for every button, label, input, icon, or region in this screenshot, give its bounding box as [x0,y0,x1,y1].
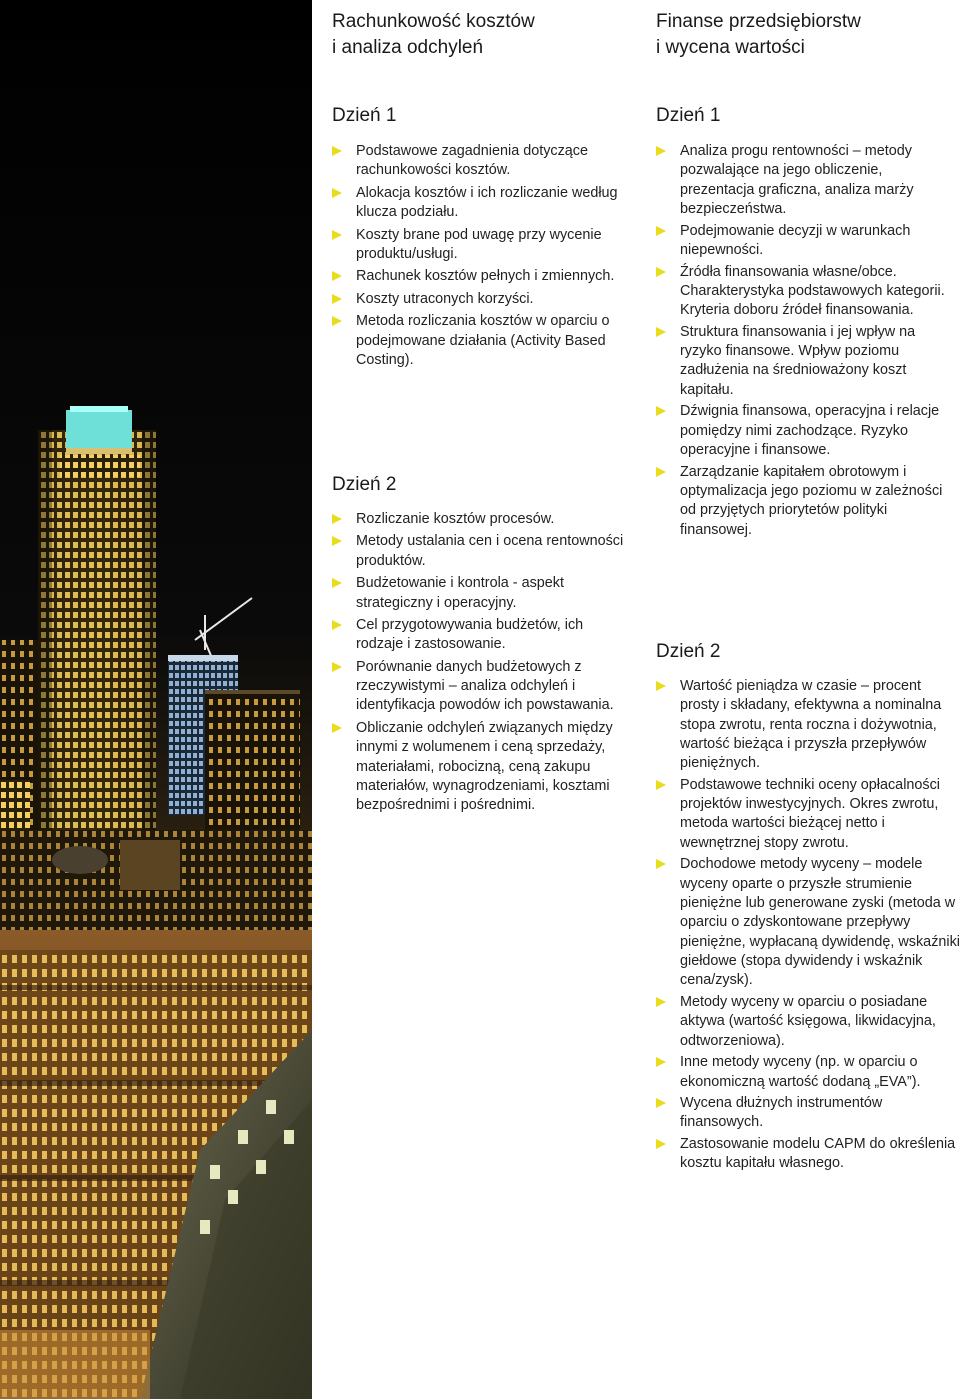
day-1-topic-list [332,142,632,373]
bullet-triangle-icon [656,997,666,1007]
day-2-topic-list [332,510,632,819]
day-1-heading: Dzień 1 [656,105,721,126]
topic-text: Wycena dłużnych instrumentów finansowych. [680,1095,883,1131]
topic-text: Metoda rozliczania kosztów w oparciu o podejmowane działania (Activity Based Costing). [356,313,610,368]
bullet-triangle-icon [332,514,342,524]
topic-item [656,993,960,1051]
day-2-topic-list [656,677,960,1176]
topic-item [656,1135,960,1174]
topic-text: Podejmowanie decyzji w warunkach niepewności. [680,222,911,258]
topic-item [656,142,960,219]
bullet-triangle-icon [656,146,666,156]
day-1-heading: Dzień 1 [332,105,397,126]
topic-item [332,226,632,265]
topic-text: Dźwignia finansowa, operacyjna i relacje pomiędzy nimi zachodzące. Ryzyko operacyjne i finansowe. [680,403,940,459]
bullet-triangle-icon [656,1098,666,1108]
topic-text: Cel przygotowywania budżetów, ich rodzaje i zastosowanie. [356,617,584,653]
topic-item [332,719,632,815]
topic-item [656,323,960,400]
topic-text: Metody wyceny w oparciu o posiadane aktywa (wartość księgowa, likwidacyjna, odtworzeniowa). [680,993,936,1049]
bullet-triangle-icon [332,230,342,240]
course-title-line: i analiza odchyleń [332,37,484,58]
skyline-illustration [0,0,312,1399]
topic-text: Budżetowanie i kontrola - aspekt strategiczny i operacyjny. [356,575,564,611]
bullet-triangle-icon [332,146,342,156]
topic-text: Inne metody wyceny (np. w oparciu o ekonomiczną wartość dodaną „EVA”). [680,1054,921,1090]
topic-item [656,463,960,540]
topic-text: Źródła finansowania własne/obce. Charakterystyka podstawowych kategorii. Kryteria doboru źródeł finansowania. [680,263,945,319]
topic-item [656,855,960,990]
topic-text: Struktura finansowania i jej wpływ na ryzyko finansowe. Wpływ poziomu zadłużenia na średnioważony koszt kapitału. [680,323,916,398]
bullet-triangle-icon [656,406,666,416]
topic-item [332,616,632,655]
bullet-triangle-icon [332,316,342,326]
bullet-triangle-icon [656,780,666,790]
bullet-triangle-icon [656,859,666,869]
topic-text: Podstawowe zagadnienia dotyczące rachunkowości kosztów. [356,143,588,179]
course-title [656,9,861,61]
course-title-line: Rachunkowość kosztów [332,11,535,32]
bullet-triangle-icon [332,662,342,672]
topic-text: Koszty brane pod uwagę przy wycenie produktu/usługi. [356,226,602,262]
topic-item [332,267,632,286]
day-2-heading: Dzień 2 [332,474,397,495]
bullet-triangle-icon [332,578,342,588]
day-2-heading: Dzień 2 [656,641,721,662]
topic-item [332,532,632,571]
day-1-topic-list [656,142,960,542]
topic-item [656,677,960,773]
bullet-triangle-icon [656,1139,666,1149]
topic-item [332,658,632,716]
topic-item [332,510,632,529]
topic-item [656,1094,960,1133]
bullet-triangle-icon [656,267,666,277]
topic-item [332,574,632,613]
topic-text: Dochodowe metody wyceny – modele wyceny oparte o przyszłe strumienie pieniężne lub generowane zyski (metoda w oparciu o zdyskontowane przepływy pieniężne, wypłacaną dywidendę, wskaźniki giełdowe (stopa dywidendy i wskaźnik cena/zysk). [680,856,960,989]
topic-text: Wartość pieniądza w czasie – procent prosty i składany, efektywna a nominalna stopa zwrotu, renta roczna i dożywotnia, wartość bieżąca i przyszła przepływów pieniężnych. [680,678,942,772]
bullet-triangle-icon [656,327,666,337]
bullet-triangle-icon [332,188,342,198]
topic-text: Obliczanie odchyleń związanych między innymi z wolumenem i ceną sprzedaży, materiałami, robocizną, ceną zakupu materiałów, wynagrodzeniami, kosztami bezpośrednimi i pośrednimi. [356,719,613,814]
topic-item [656,222,960,261]
bullet-triangle-icon [656,467,666,477]
course-title-line: i wycena wartości [656,37,805,58]
topic-text: Rachunek kosztów pełnych i zmiennych. [356,268,615,285]
topic-item [332,184,632,223]
bullet-triangle-icon [332,620,342,630]
bullet-triangle-icon [656,1057,666,1067]
topic-text: Podstawowe techniki oceny opłacalności projektów inwestycyjnych. Okres zwrotu, metoda wartości bieżącej netto i wewnętrznej stopy zwrotu. [680,776,940,851]
course-title [332,9,535,61]
topic-text: Analiza progu rentowności – metody pozwalające na jego obliczenie, prezentacja graficzna, analiza marży bezpieczeństwa. [680,143,914,217]
bullet-triangle-icon [332,536,342,546]
topic-text: Zastosowanie modelu CAPM do określenia kosztu kapitału własnego. [680,1136,956,1172]
topic-text: Metody ustalania cen i ocena rentowności produktów. [356,533,624,569]
topic-item [656,776,960,853]
city-night-photo [0,0,312,1399]
topic-text: Koszty utraconych korzyści. [356,290,534,307]
topic-text: Porównanie danych budżetowych z rzeczywistymi – analiza odchyleń i identyfikacja powodów ich powstawania. [356,658,614,714]
topic-text: Rozliczanie kosztów procesów. [356,511,555,527]
topic-text: Alokacja kosztów i ich rozliczanie według klucza podziału. [356,184,618,221]
bullet-triangle-icon [332,294,342,304]
bullet-triangle-icon [332,271,342,281]
bullet-triangle-icon [656,681,666,691]
bullet-triangle-icon [656,226,666,236]
topic-item [332,290,632,309]
topic-item [656,402,960,460]
topic-item [656,263,960,321]
topic-text: Zarządzanie kapitałem obrotowym i optymalizacja jego poziomu w zależności od przyjętych priorytetów polityki finansowej. [680,463,943,538]
topic-item [656,1053,960,1092]
bullet-triangle-icon [332,723,342,733]
course-title-line: Finanse przedsiębiorstw [656,11,861,32]
topic-item [332,312,632,370]
topic-item [332,142,632,181]
